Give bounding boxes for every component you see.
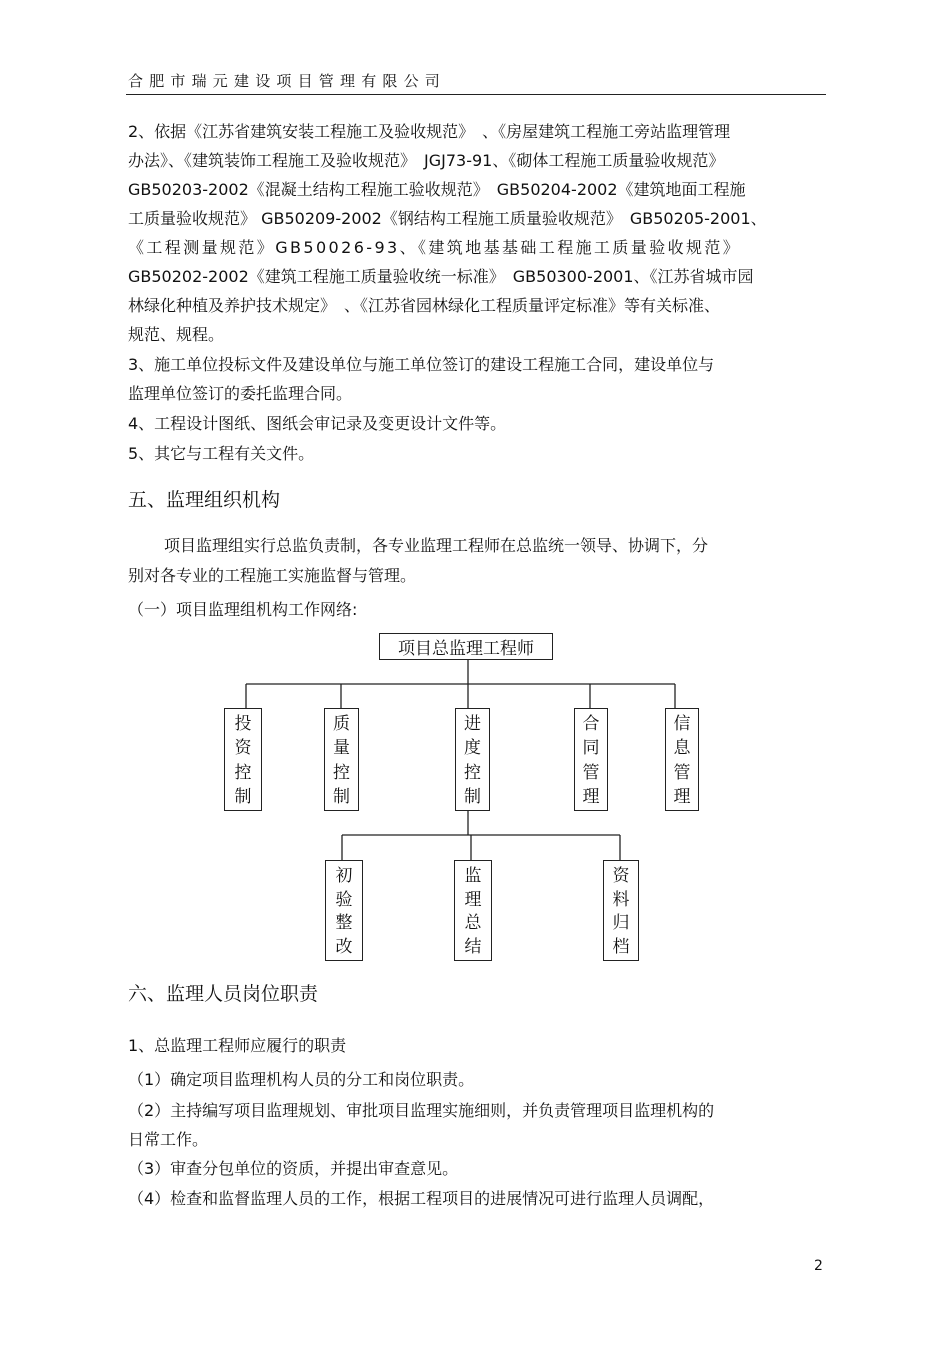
org-node-char: 归 bbox=[612, 913, 630, 934]
org-node-char: 资 bbox=[612, 866, 630, 886]
org-node-char: 信 bbox=[673, 714, 691, 734]
org-node-char: 管 bbox=[673, 762, 691, 783]
org-node-char: 验 bbox=[335, 889, 353, 910]
basis-line: 《工程测量规范》GB50026-93、《建筑地基基础工程施工质量验收规范》 bbox=[128, 238, 742, 257]
org-node-char: 同 bbox=[582, 738, 600, 759]
duty-line: （4）检查和监督监理人员的工作，根据工程项目的进展情况可进行监理人员调配， bbox=[128, 1189, 715, 1208]
basis-line: 2、依据《江苏省建筑安装工程施工及验收规范》 、《房屋建筑工程施工旁站监理管理 bbox=[128, 122, 731, 141]
org-node-char: 合 bbox=[582, 714, 600, 734]
org-chart-root-label: 项目总监理工程师 bbox=[398, 639, 534, 659]
org-node-char: 控 bbox=[234, 762, 252, 783]
org-node-char: 度 bbox=[464, 738, 481, 759]
basis-line: 办法》、《建筑装饰工程施工及验收规范》 JGJ73-91、《砌体工程施工质量验收规范》 bbox=[128, 151, 725, 170]
page-number: 2 bbox=[814, 1258, 823, 1274]
org-node-initial-inspection bbox=[325, 860, 363, 961]
org-node-information-management bbox=[665, 708, 699, 811]
basis-line: 4、工程设计图纸、图纸会审记录及变更设计文件等。 bbox=[128, 414, 507, 433]
duty-line: （2）主持编写项目监理规划、审批项目监理实施细则，并负责管理项目监理机构的 bbox=[128, 1101, 715, 1120]
basis-line: GB50203-2002《混凝土结构工程施工验收规范》 GB50204-2002《建筑地面工程施 bbox=[128, 180, 746, 199]
duty-line: （1）确定项目监理机构人员的分工和岗位职责。 bbox=[128, 1070, 475, 1089]
duty-line: 1、总监理工程师应履行的职责 bbox=[128, 1036, 347, 1055]
org-node-char: 投 bbox=[234, 714, 252, 734]
org-node-char: 资 bbox=[234, 738, 252, 759]
org-node-char: 总 bbox=[464, 913, 482, 934]
org-node-char: 理 bbox=[673, 786, 691, 807]
org-node-quality-control bbox=[324, 708, 359, 811]
org-node-char: 料 bbox=[612, 889, 630, 910]
org-node-char: 档 bbox=[612, 936, 630, 957]
org-node-char: 理 bbox=[582, 786, 600, 807]
org-node-supervision-summary bbox=[454, 860, 492, 961]
section-6-title: 六、监理人员岗位职责 bbox=[128, 983, 319, 1005]
org-node-char: 管 bbox=[582, 762, 600, 783]
org-node-char: 质 bbox=[333, 714, 350, 734]
org-node-char: 制 bbox=[234, 786, 252, 807]
basis-line: 规范、规程。 bbox=[128, 325, 225, 344]
org-node-schedule-control bbox=[455, 708, 490, 811]
org-node-char: 量 bbox=[333, 738, 350, 759]
org-chart-subtitle: （一）项目监理组机构工作网络: bbox=[128, 600, 358, 619]
org-node-char: 改 bbox=[335, 936, 353, 957]
org-node-char: 监 bbox=[464, 866, 482, 886]
basis-line: 林绿化种植及养护技术规定》 、《江苏省园林绿化工程质量评定标准》等有关标准、 bbox=[128, 296, 721, 315]
duty-line: 日常工作。 bbox=[128, 1130, 209, 1149]
basis-line: 监理单位签订的委托监理合同。 bbox=[128, 384, 353, 403]
basis-line: 3、施工单位投标文件及建设单位与施工单位签订的建设工程施工合同，建设单位与 bbox=[128, 355, 715, 374]
org-node-document-archiving bbox=[603, 860, 639, 961]
section-5-paragraph-line: 项目监理组实行总监负责制，各专业监理工程师在总监统一领导、协调下，分 bbox=[164, 536, 709, 555]
org-node-contract-management bbox=[574, 708, 608, 811]
org-chart-root-box bbox=[379, 633, 553, 660]
duty-line: （3）审查分包单位的资质，并提出审查意见。 bbox=[128, 1159, 459, 1178]
org-node-char: 进 bbox=[464, 714, 481, 734]
section-5-paragraph-line: 别对各专业的工程施工实施监督与管理。 bbox=[128, 566, 417, 585]
company-header: 合肥市瑞元建设项目管理有限公司 bbox=[128, 72, 447, 90]
section-5-title: 五、监理组织机构 bbox=[128, 489, 281, 511]
org-node-char: 理 bbox=[464, 889, 482, 910]
basis-line: 5、其它与工程有关文件。 bbox=[128, 444, 315, 463]
org-node-investment-control bbox=[224, 708, 262, 811]
basis-line: GB50202-2002《建筑工程施工质量验收统一标准》 GB50300-2001、《江苏省城市园 bbox=[128, 267, 754, 286]
org-node-char: 制 bbox=[464, 786, 481, 807]
org-node-char: 控 bbox=[464, 762, 481, 783]
org-node-char: 结 bbox=[464, 936, 482, 957]
org-node-char: 制 bbox=[333, 786, 350, 807]
basis-line: 工质量验收规范》 GB50209-2002《钢结构工程施工质量验收规范》 GB50205-2001、 bbox=[128, 209, 767, 228]
org-node-char: 初 bbox=[335, 866, 353, 886]
org-node-char: 整 bbox=[335, 913, 353, 934]
org-node-char: 息 bbox=[673, 738, 691, 759]
org-node-char: 控 bbox=[333, 762, 350, 783]
